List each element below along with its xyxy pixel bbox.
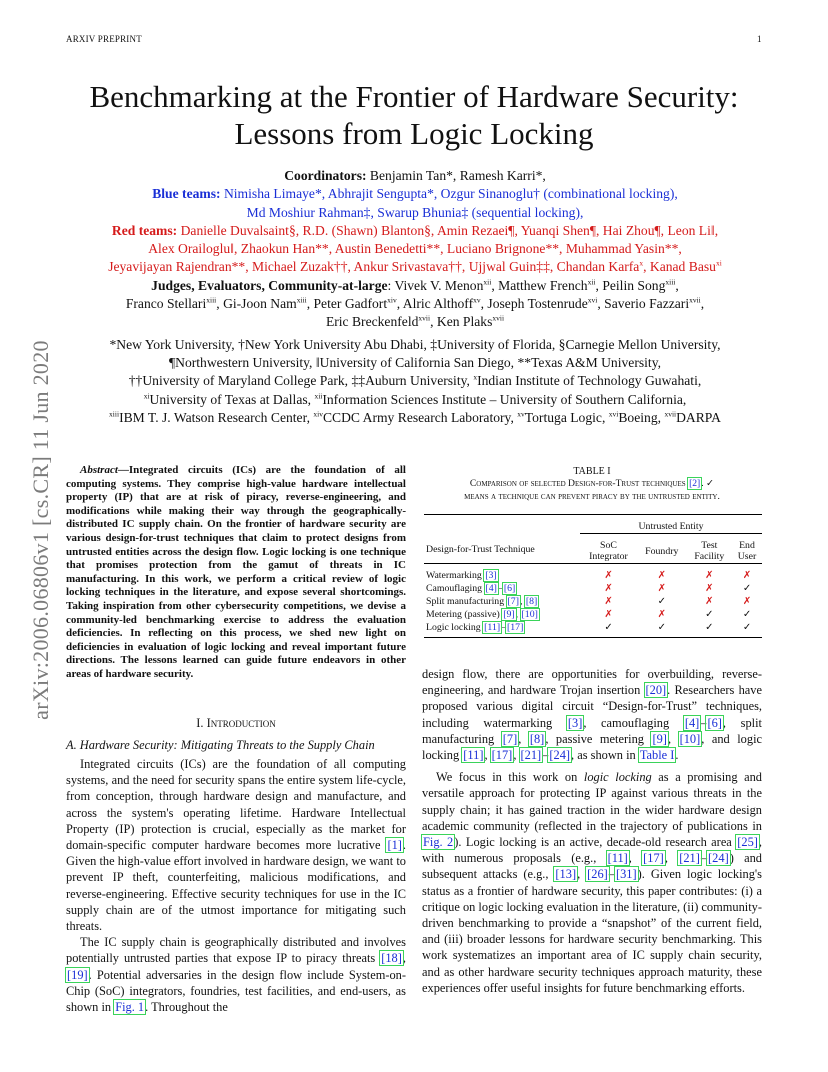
text: , camouflaging (583, 715, 684, 730)
check-mark-icon: ✓ (742, 622, 752, 633)
text: , (484, 748, 491, 763)
aff-text: DARPA (676, 409, 721, 425)
author-block (40, 167, 790, 427)
judge-name: , Peter Gadfort (306, 296, 388, 312)
citation-link[interactable]: [6] (503, 583, 516, 594)
citation-link[interactable]: [7] (507, 596, 519, 607)
technique-name (424, 595, 580, 608)
col-header-line: User (737, 551, 757, 562)
check-mark-icon: ✓ (604, 622, 613, 633)
citation-link[interactable]: [8] (525, 596, 538, 607)
text: , (667, 731, 679, 746)
paragraph (422, 769, 762, 996)
text: ). Logic locking is an active, decade-old research area (454, 835, 737, 850)
text: – (542, 748, 549, 763)
right-column-body (422, 666, 762, 996)
red-names-3b: , Kanad Basu (643, 259, 716, 275)
abstract (66, 464, 406, 682)
cross-mark-icon: ✗ (705, 583, 714, 594)
technique-label: Split manufacturing (426, 596, 507, 607)
check-mark-icon: ✓ (705, 622, 714, 633)
col-header-line: Integrator (589, 551, 628, 562)
abstract-text: —Integrated circuits (ICs) are the foundation of all computing systems. They comprise high-value hardware intellectual property (IP) that are at risk of piracy, reverse-engineering, and modifications while making their way through the geographically-distributed IC supply chain. On the frontier of hardware security are various design-for-trust techniques that claim to protect designs from untrusted entities across the design flow. Logic locking is one technique that promises protection from the gamut of threats in IC manufacturing. In this work, we perform a critical review of logic locking techniques in the literature, and expose several shortcomings. Taking inspiration from other cybersecurity competitions, we devise a community-led benchmarking exercise to address the evaluation deficiencies. In reflecting on this process, we shed new light on deficiencies in evaluation of logic locking and reveal important future directions. The lessons learned can guide future endeavors in other areas of hardware security. (66, 464, 406, 680)
arxiv-identifier: arXiv:2006.06806v1 [cs.CR] 11 Jun 2020 (28, 340, 53, 720)
citation-link[interactable]: [11] (463, 748, 484, 763)
aff-text: Boeing, (618, 409, 665, 425)
text: , (628, 851, 643, 866)
sup: xiii (109, 409, 120, 419)
text: . Given the high-value effort involved in hardware design, we want to prevent IP theft, counterfeiting, malicious modifications, and reverse-engineering. Effective security techniques for use in the IC supply chain are of the utmost importance for mitigating such threats. (66, 838, 406, 934)
cross-mark-icon: ✗ (742, 596, 752, 607)
judge-name: , Matthew French (491, 277, 588, 293)
technique-label: Logic locking (426, 622, 484, 633)
sup: xv (473, 295, 481, 305)
citation-link[interactable]: [13] (555, 867, 577, 882)
col-header-line: SoC (600, 540, 617, 551)
subsection-heading: A. Hardware Security: Mitigating Threats to the Supply Chain (66, 738, 375, 752)
cross-mark-icon: ✗ (657, 570, 666, 581)
citation-link[interactable]: [4] (485, 583, 497, 594)
judge-name: Franco Stellari (125, 296, 207, 312)
blue-teams-label: Blue teams: (152, 186, 221, 202)
text: – (700, 851, 708, 866)
citation-link[interactable]: [17] (491, 748, 513, 763)
text: , (518, 731, 529, 746)
judge-name: , Peilin Song (595, 277, 666, 293)
cross-mark-icon: ✗ (742, 570, 752, 581)
title-line-1: Benchmarking at the Frontier of Hardware Security: (89, 79, 739, 114)
sup: xvii (418, 313, 431, 323)
citation-link[interactable]: [11] (607, 851, 628, 866)
citation-link[interactable]: [8] (529, 731, 545, 746)
citation-link[interactable]: [24] (549, 748, 571, 763)
table-body (424, 564, 762, 638)
technique-name (424, 564, 580, 583)
sup: x (639, 258, 644, 268)
citation-link[interactable]: [10] (521, 609, 538, 620)
citation-link[interactable]: [21] (679, 851, 700, 866)
text: . Potential adversaries in the design flow include System-on-Chip (SoC) integrators, foundries, test facilities, and end-users, as shown in (66, 967, 406, 1015)
affiliation-line-3 (40, 372, 790, 390)
table-row (424, 595, 762, 608)
citation-link[interactable]: [10] (679, 731, 701, 746)
text: . Throughout the (145, 1000, 228, 1015)
cross-mark-icon: ✗ (604, 596, 613, 607)
running-header: ARXIV PREPRINT (66, 34, 142, 44)
check-mark-icon: ✓ (742, 609, 752, 620)
sup: xi (143, 391, 150, 401)
judge-name: , Ken Plaks (430, 314, 493, 330)
citation-link[interactable]: [18] (381, 951, 402, 966)
judge-name: , Saverio Fazzari (597, 296, 690, 312)
blue-teams-names: Nimisha Limaye*, Abhrajit Sengupta*, Ozgur Sinanoglu† (combinational locking), (220, 186, 678, 202)
coordinators-names: Benjamin Tan*, Ramesh Karri*, (366, 168, 546, 183)
aff-text: Tortuga Logic, (524, 409, 609, 425)
col-header-line: Test (701, 540, 718, 551)
citation-link[interactable]: [6] (707, 715, 722, 730)
affiliation-line-1: *New York University, †New York University Abu Dhabi, ‡University of Florida, §Carnegie Mellon University, (109, 336, 721, 352)
paragraph (422, 666, 762, 763)
caption-line (422, 478, 762, 490)
aff-text: CCDC Army Research Laboratory, (322, 409, 518, 425)
check-mark-icon: ✓ (657, 596, 666, 607)
caption-text: Comparison of selected Design-for-Trust techniques (469, 478, 689, 490)
sup: xvii (689, 295, 701, 305)
citation-link[interactable]: [2] (689, 478, 701, 490)
text: , (513, 748, 520, 763)
text: , split manufacturing (422, 715, 762, 746)
red-teams-names: Danielle Duvalsaint§, R.D. (Shawn) Blanton§, Amin Rezaei¶, Yuanqi Shen¶, Hai Zhou¶, Leon Li‖, (177, 222, 719, 238)
separator: , (519, 596, 525, 607)
citation-link[interactable]: [4] (684, 715, 700, 730)
judges-line-2: Franco Stellari$^{xiii}$, Gi-Joon Nam$^{xiii}$, Peter Gadfort$^{xiv}$, Alric Althoff$^{xv}$, Joseph Tostenrude$^{xvi}$, Saverio Fazzari$^{xvii}$, (125, 295, 705, 312)
caption-line-2: means a technique can prevent piracy by the untrusted entity. (464, 490, 720, 502)
judge-name: , Gi-Joon Nam (216, 296, 297, 312)
check-mark-icon: ✓ (657, 622, 666, 633)
judge-name: Eric Breckenfeld (325, 314, 419, 330)
citation-link[interactable]: [17] (507, 622, 524, 633)
col-header-line: Facility (694, 551, 725, 562)
citation-link[interactable]: [3] (567, 715, 583, 730)
text: – (700, 715, 707, 730)
judge-name: , Alric Althoff (396, 296, 474, 312)
sup: xiv (313, 409, 323, 419)
judges-line: Judges, Evaluators, Community-at-large: Vivek V. Menon$^{xii}$, Matthew French$^{xii}$, Peilin Song$^{xiii}$, (151, 277, 679, 293)
table-link[interactable]: Table I (639, 748, 675, 763)
table-row (424, 564, 762, 583)
sup: xii (587, 277, 596, 287)
table-caption (422, 466, 762, 503)
column-header (732, 534, 762, 564)
page-number: 1 (757, 34, 762, 44)
table-row (424, 608, 762, 621)
text: , with numerous proposals (e.g., (422, 835, 763, 866)
judges-label: Judges, Evaluators, Community-at-large (151, 277, 388, 293)
text: Integrated circuits (ICs) are the foundation of all computing systems, and the need for security spans the entire system life-cycle, from conception, through hardware design and manufacture, and across the system's operating lifetime. Hardware Intellectual Property (IP) protection is crucial, especially as the market for domain-specific computer hardware becomes more lucrative (66, 757, 406, 853)
text: , and logic locking (422, 731, 763, 763)
text: design flow, there are opportunities for overbuilding, reverse-engineering, and hardware Trojan insertion (422, 667, 762, 698)
citation-link[interactable]: [20] (645, 683, 667, 698)
citation-link[interactable]: [21] (520, 748, 542, 763)
paper-title (0, 78, 828, 152)
red-teams-line (40, 222, 790, 240)
citation-link[interactable]: [24] (708, 851, 729, 866)
text: , (577, 867, 587, 882)
red-teams-label: Red teams: (111, 222, 178, 238)
separator: – (497, 583, 503, 594)
judge-name: : Vivek V. Menon (387, 277, 484, 293)
red-names-3: Jeyavijayan Rajendran**, Michael Zuzak††, Ankur Srivastava††, Ujjwal Guin‡‡, Chandan Karfa (108, 259, 640, 275)
header-cell (424, 515, 580, 534)
technique-name (424, 582, 580, 595)
technique-label: Watermarking (426, 570, 485, 581)
text: ) and subsequent attacks (e.g., (422, 851, 762, 882)
technique-name (424, 621, 580, 638)
blue-teams-line (40, 185, 790, 203)
judge-name: , Joseph Tostenrude (480, 296, 588, 312)
text: , as shown in (571, 748, 639, 763)
technique-label: Metering (passive) (426, 609, 503, 620)
citation-link[interactable]: [9] (652, 731, 667, 746)
table-header-row (424, 534, 762, 564)
column-header (687, 534, 732, 564)
table-label: TABLE I (573, 466, 611, 477)
aff-text: IBM T. J. Watson Research Center, (119, 409, 314, 425)
citation-link[interactable]: [1] (387, 838, 402, 853)
citation-link[interactable]: [3] (485, 570, 497, 581)
red-teams-line-2: Alex Orailoglu‖, Zhaokun Han**, Austin Benedetti**, Luciano Brignone**, Muhammad Yasin**, (148, 241, 682, 257)
aff-text: ††University of Maryland College Park, ‡‡Auburn University, (128, 373, 474, 389)
citation-link[interactable]: [26] (587, 867, 608, 882)
separator: – (501, 622, 507, 633)
sup: xv (517, 409, 525, 419)
text: , passive metering (545, 731, 652, 746)
sup: xiii (665, 277, 676, 287)
cross-mark-icon: ✗ (705, 570, 714, 581)
figure-link[interactable]: Fig. 1 (115, 1000, 145, 1015)
table (424, 514, 762, 638)
sup: xvii (492, 313, 505, 323)
text: The IC supply chain is geographically distributed and involves potentially untrusted parties that expose IP to piracy threats (66, 935, 406, 966)
table-row (424, 621, 762, 638)
sup: xiii (296, 295, 307, 305)
cross-mark-icon: ✗ (604, 583, 613, 594)
affiliation-line-5 (26, 409, 804, 427)
title-line-2: Lessons from Logic Locking (234, 116, 594, 151)
figure-link[interactable]: Fig. 2 (423, 835, 454, 850)
citation-link[interactable]: [9] (503, 609, 515, 620)
aff-text: Indian Institute of Technology Guwahati, (477, 373, 702, 389)
cross-mark-icon: ✗ (604, 609, 613, 620)
separator: , (515, 609, 521, 620)
text: We focus in this work on (436, 770, 584, 785)
sup: xvi (587, 295, 598, 305)
technique-name (424, 608, 580, 621)
abstract-label: Abstract (80, 464, 118, 476)
table-row (424, 582, 762, 595)
table-header-row (424, 515, 762, 534)
column-header (580, 534, 637, 564)
cross-mark-icon: ✗ (604, 570, 613, 581)
paragraph (66, 756, 406, 934)
text: as a promising and versatile approach for protecting IP against various threats in the supply chain; it has gained traction in the wider hardware design academic community (reflected in the trajectory of publications in (422, 770, 763, 833)
section-title: Introduction (206, 716, 276, 730)
section-heading (66, 716, 406, 731)
arxiv-sidebar (28, 290, 54, 770)
emphasis: logic locking (583, 770, 652, 785)
column-header: Foundry (645, 545, 679, 557)
text: ). Given logic locking's status as a frontier of hardware security, this paper contributes: (i) a critique on logic locking evaluation in the literature, (ii) community-driven benchmarking to provide a “snapshot” of the current field, and (iii) broader lessons for hardware security benchmarking. This work systematizes an important area of IC supply chain security, and as other hardware security techniques approach maturity, these experiences offer useful insights for future benchmarking efforts. (422, 867, 762, 995)
affiliation-line-4 (40, 391, 790, 409)
text: . Researchers have proposed various digital circuit “Design-for-Trust” techniques, including watermarking (422, 683, 762, 730)
citation-link[interactable]: [7] (502, 731, 518, 746)
coordinators-label: Coordinators: (284, 168, 367, 183)
check-mark-icon: ✓ (742, 583, 752, 594)
sup: xi (715, 258, 722, 268)
left-column-body (66, 756, 406, 1015)
aff-text: Information Sciences Institute – University of Southern California, (322, 391, 687, 407)
sup: xvii (664, 409, 677, 419)
citation-link[interactable]: [11] (484, 622, 501, 633)
cross-mark-icon: ✗ (705, 596, 714, 607)
column-header: Design-for-Trust Technique (426, 543, 535, 555)
comparison-table (424, 514, 762, 638)
citation-link[interactable]: [19] (67, 967, 88, 982)
sup: xiii (206, 295, 217, 305)
citation-link[interactable]: [31] (615, 867, 637, 882)
col-header-line: End (739, 540, 755, 551)
sup: xvi (608, 409, 619, 419)
caption-text: . ✓ (701, 478, 715, 490)
coordinators-line (40, 167, 790, 185)
sup: xii (483, 277, 492, 287)
sup: x (473, 372, 478, 382)
group-header: Untrusted Entity (580, 515, 762, 534)
affiliation-line-2: ¶Northwestern University, ‖University of California San Diego, **Texas A&M University, (168, 354, 662, 370)
blue-teams-line-2: Md Moshiur Rahman‡, Swarup Bhunia‡ (sequential locking), (246, 204, 584, 220)
aff-text: University of Texas at Dallas, (149, 391, 315, 407)
sup: xiv (387, 295, 397, 305)
red-teams-line-3 (40, 258, 790, 276)
paragraph (66, 934, 406, 1015)
text: . (675, 748, 679, 763)
citation-link[interactable]: [25] (737, 835, 758, 850)
citation-link[interactable]: [17] (643, 851, 664, 866)
text: , (402, 951, 406, 966)
judges-line-3 (40, 313, 790, 331)
technique-label: Camouflaging (426, 583, 485, 594)
cross-mark-icon: ✗ (657, 583, 666, 594)
cross-mark-icon: ✗ (657, 609, 666, 620)
sup: xii (314, 391, 323, 401)
section-number: I. (196, 716, 207, 730)
text: , (664, 851, 679, 866)
check-mark-icon: ✓ (705, 609, 714, 620)
text: – (608, 867, 615, 882)
